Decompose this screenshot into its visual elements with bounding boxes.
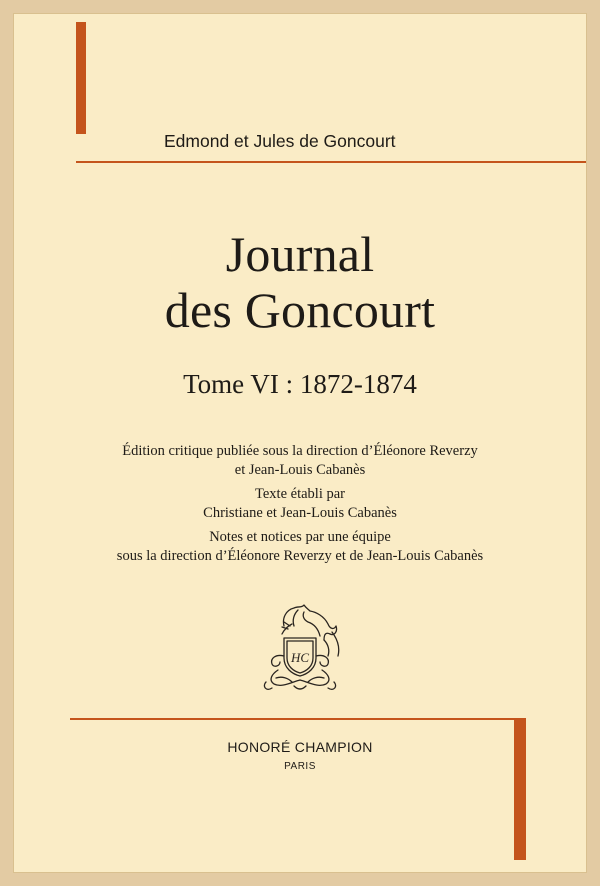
authors: Edmond et Jules de Goncourt: [164, 131, 396, 151]
credit-group-edition: [14, 442, 586, 479]
volume-label: Tome VI : 1872-1874: [183, 369, 417, 399]
credits: [14, 442, 586, 571]
publisher-city: PARIS: [284, 761, 316, 772]
title-line-1: Journal: [225, 226, 375, 282]
publisher-horse-crest-icon: [254, 596, 346, 696]
book-cover: [14, 14, 586, 872]
credit-line: sous la direction d’Éléonore Reverzy et de Jean-Louis Cabanès: [116, 547, 484, 564]
title-line-2: des Goncourt: [164, 282, 436, 338]
book-title: [14, 226, 586, 338]
credit-line: Édition critique publiée sous la direction d’Éléonore Reverzy: [122, 443, 478, 459]
credit-line: Notes et notices par une équipe: [209, 529, 391, 545]
divider-top: [76, 161, 586, 163]
credit-line: Texte établi par: [255, 486, 345, 502]
credit-group-notes: [14, 528, 586, 565]
credit-line: Christiane et Jean-Louis Cabanès: [203, 504, 397, 521]
accent-bar-top: [76, 22, 86, 134]
credit-line: et Jean-Louis Cabanès: [234, 461, 366, 478]
credit-group-text: [14, 485, 586, 522]
publisher-name: HONORÉ CHAMPION: [227, 739, 373, 755]
divider-bottom: [70, 718, 526, 720]
emblem-monogram: HC: [290, 650, 310, 665]
